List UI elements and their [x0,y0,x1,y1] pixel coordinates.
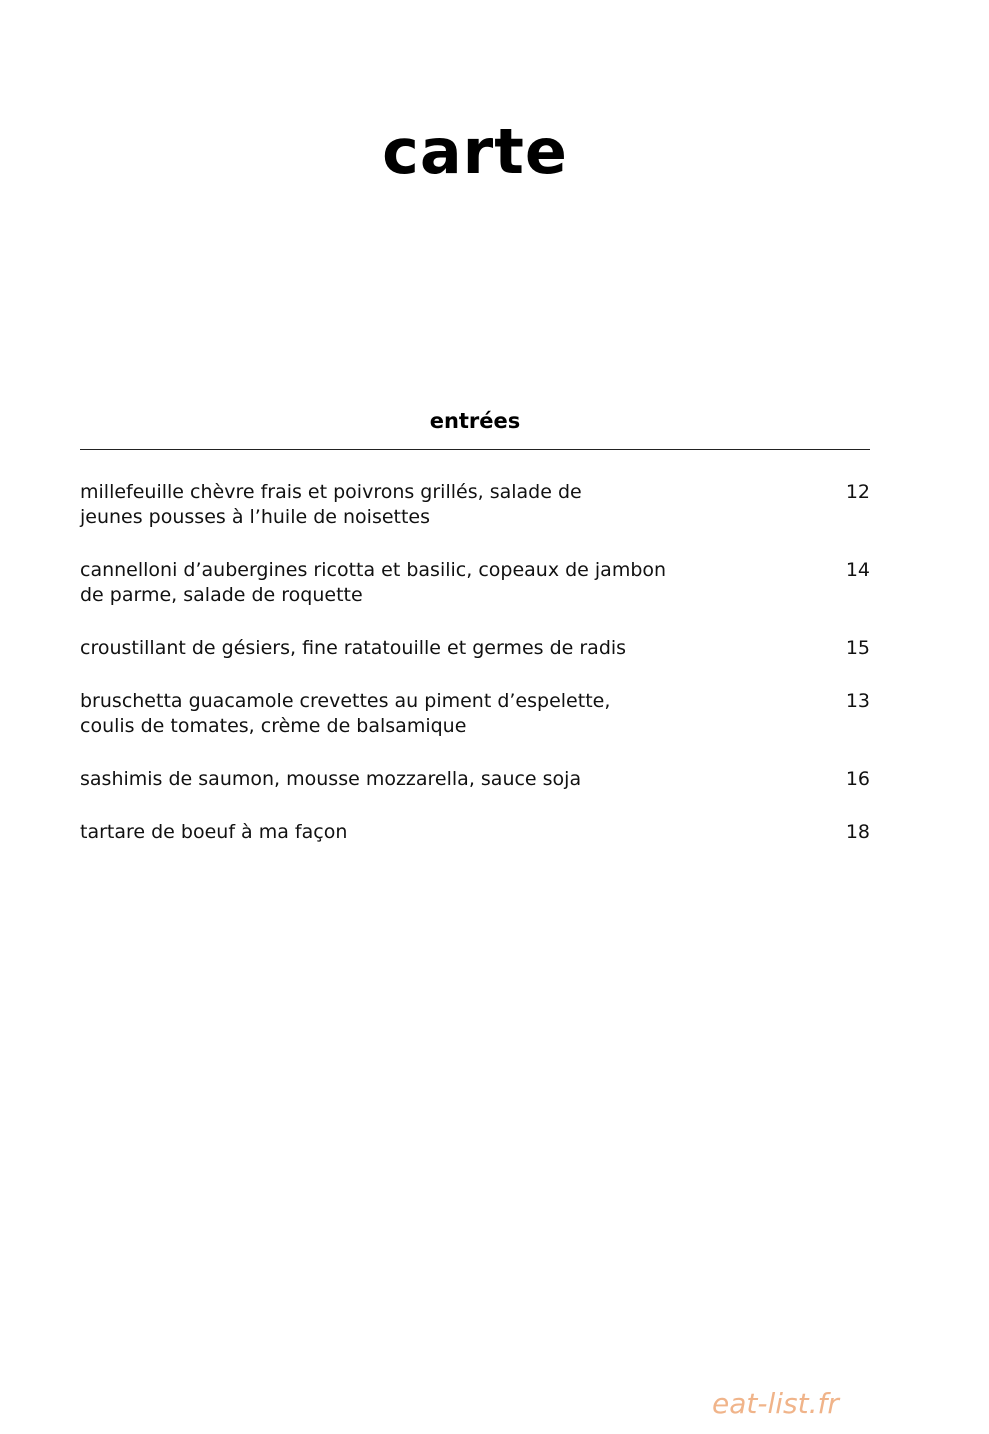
dish-name-line: sashimis de saumon, mousse mozzarella, sauce soja [80,768,582,790]
dish-name-line: de parme, salade de roquette [80,584,363,606]
dish-name-line: millefeuille chèvre frais et poivrons grillés, salade de [80,481,582,503]
menu-list [80,480,870,873]
menu-item [80,767,870,792]
dish-price: 18 [845,821,870,843]
dish-name-line: bruschetta guacamole crevettes au piment d’espelette, [80,690,611,712]
menu-item [80,689,870,739]
dish-name [80,558,740,608]
dish-price: 12 [845,481,870,503]
dish-name-line: coulis de tomates, crème de balsamique [80,715,467,737]
dish-name [80,480,740,530]
dish-name-line: croustillant de gésiers, fine ratatouille et germes de radis [80,637,627,659]
dish-price: 16 [845,768,870,790]
dish-name-line: jeunes pousses à l’huile de noisettes [80,506,431,528]
dish-name-line: cannelloni d’aubergines ricotta et basilic, copeaux de jambon [80,559,667,581]
dish-price: 15 [845,637,870,659]
dish-price: 14 [845,559,870,581]
menu-item [80,558,870,608]
page-title: carte [382,115,568,188]
watermark-logo: eat-list.fr [712,1387,839,1420]
menu-item [80,480,870,530]
dish-name [80,636,740,661]
menu-item [80,636,870,661]
dish-name [80,820,740,845]
section-heading-entrees: entrées [429,409,521,433]
menu-item [80,820,870,845]
dish-price: 13 [845,690,870,712]
dish-name-line: tartare de boeuf à ma façon [80,821,348,843]
dish-name [80,689,740,739]
section-divider [80,449,870,450]
dish-name [80,767,740,792]
